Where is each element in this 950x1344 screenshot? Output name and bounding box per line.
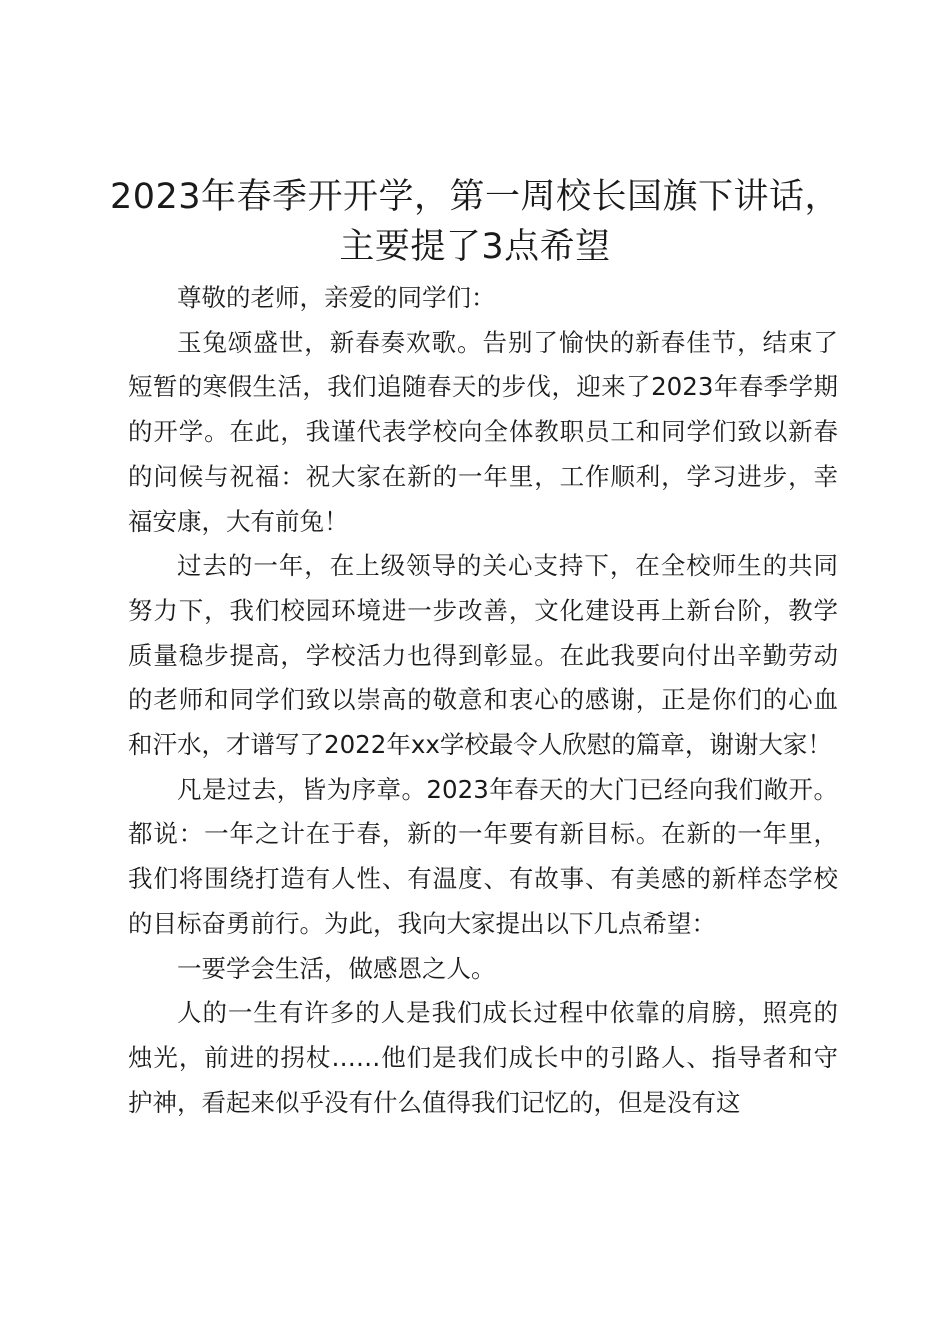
salutation-paragraph: 尊敬的老师，亲爱的同学们： <box>177 283 496 312</box>
document-title: 2023年春季开开学，第一周校长国旗下讲话，主要提了3点希望 <box>109 177 841 267</box>
body-paragraph: 人的一生有许多的人是我们成长过程中依靠的肩膀，照亮的烛光，前进的拐杖……他们是我们成长中的引路人、指导者和守护神，看起来似乎没有什么值得我们记忆的，但是没有这 <box>128 998 838 1117</box>
document-body <box>128 276 838 1125</box>
section-heading-paragraph: 一要学会生活，做感恩之人。 <box>177 953 496 983</box>
body-paragraph: 玉兔颂盛世，新春奏欢歌。告别了愉快的新春佳节，结束了短暂的寒假生活，我们追随春天的步伐，迎来了2023年春季学期的开学。在此，我谨代表学校向全体教职员工和同学们致以新春的问候与祝福：祝大家在新的一年里，工作顺利，学习进步，幸福安康，大有前兔！ <box>128 327 838 536</box>
body-paragraph: 凡是过去，皆为序章。2023年春天的大门已经向我们敞开。都说：一年之计在于春，新的一年要有新目标。在新的一年里，我们将围绕打造有人性、有温度、有故事、有美感的新样态学校的目标奋勇前行。为此，我向大家提出以下几点希望： <box>128 774 838 938</box>
body-paragraph: 过去的一年，在上级领导的关心支持下，在全校师生的共同努力下，我们校园环境进一步改善，文化建设再上新台阶，教学质量稳步提高，学校活力也得到彰显。在此我要向付出辛勤劳动的老师和同学们致以崇高的敬意和衷心的感谢，正是你们的心血和汗水，才谱写了2022年xx学校最令人欣慰的篇章，谢谢大家！ <box>128 551 838 760</box>
